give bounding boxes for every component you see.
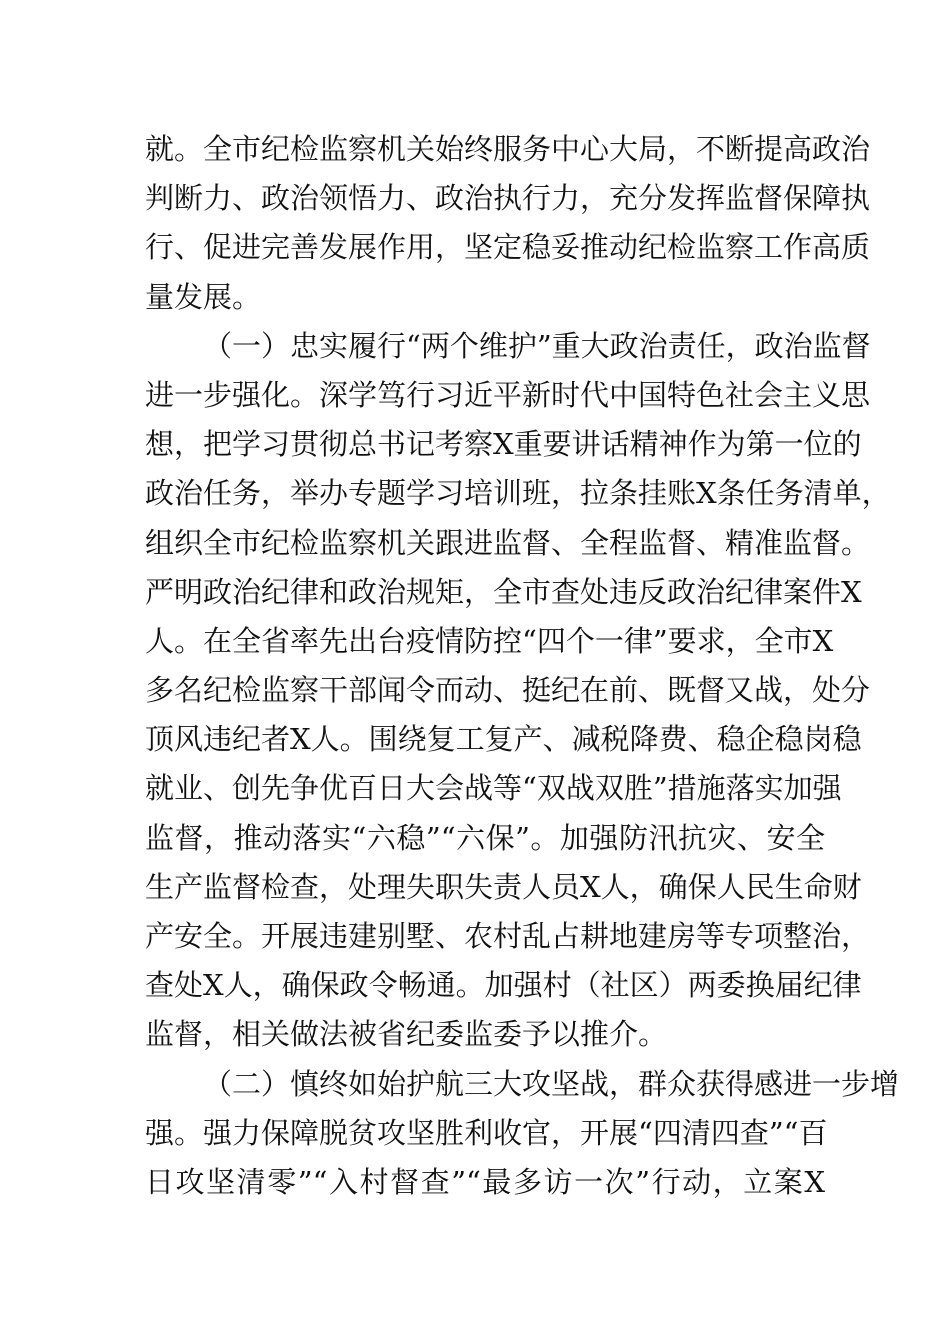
- text-line: 判断力、政治领悟力、政治执行力，充分发挥监督保障执: [145, 181, 871, 216]
- text-line: 监督，相关做法被省纪委监委予以推介。: [145, 1017, 668, 1052]
- text-line: 就。全市纪检监察机关始终服务中心大局，不断提高政治: [145, 132, 871, 166]
- body-text: [145, 125, 900, 1207]
- section-heading-line: （二）慎终如始护航三大攻坚战，群众获得感进一步增: [203, 1066, 900, 1101]
- text-line: 生产监督检查，处理失职失责人员X人，确保人民生命财: [145, 869, 862, 904]
- text-line: 强。强力保障脱贫攻坚胜利收官，开展“四清四查”“百: [145, 1115, 828, 1150]
- text-line: 进一步强化。深学笃行习近平新时代中国特色社会主义思: [145, 377, 871, 412]
- text-line: 查处X人，确保政令畅通。加强村（社区）两委换届纪律: [145, 968, 862, 1003]
- text-line: 多名纪检监察干部闻令而动、挺纪在前、既督又战，处分: [145, 673, 871, 708]
- section-heading-line: （一）忠实履行“两个维护”重大政治责任，政治监督: [203, 328, 871, 363]
- text-line: 严明政治纪律和政治规矩，全市查处违反政治纪律案件X: [145, 574, 862, 609]
- text-line: 组织全市纪检监察机关跟进监督、全程监督、精准监督。: [145, 525, 871, 560]
- text-line: 监督，推动落实“六稳”“六保”。加强防汛抗灾、安全: [145, 820, 825, 855]
- text-line: 行、促进完善发展作用，坚定稳妥推动纪检监察工作高质: [145, 230, 871, 265]
- text-line: 日攻坚清零”“入村督查”“最多访一次”行动，立案X: [145, 1164, 825, 1199]
- text-line: 量发展。: [145, 279, 262, 314]
- text-line: 人。在全省率先出台疫情防控“四个一律”要求，全市X: [145, 623, 834, 658]
- text-line: 政治任务，举办专题学习培训班，拉条挂账X条任务清单，: [145, 476, 891, 511]
- text-line: 就业、创先争优百日大会战等“双战双胜”措施落实加强: [145, 771, 842, 806]
- text-line: 想，把学习贯彻总书记考察X重要讲话精神作为第一位的: [145, 427, 862, 462]
- text-line: 顶风违纪者X人。围绕复工复产、减税降费、稳企稳岗稳: [145, 722, 862, 757]
- text-line: 产安全。开展违建别墅、农村乱占耕地建房等专项整治，: [145, 919, 871, 953]
